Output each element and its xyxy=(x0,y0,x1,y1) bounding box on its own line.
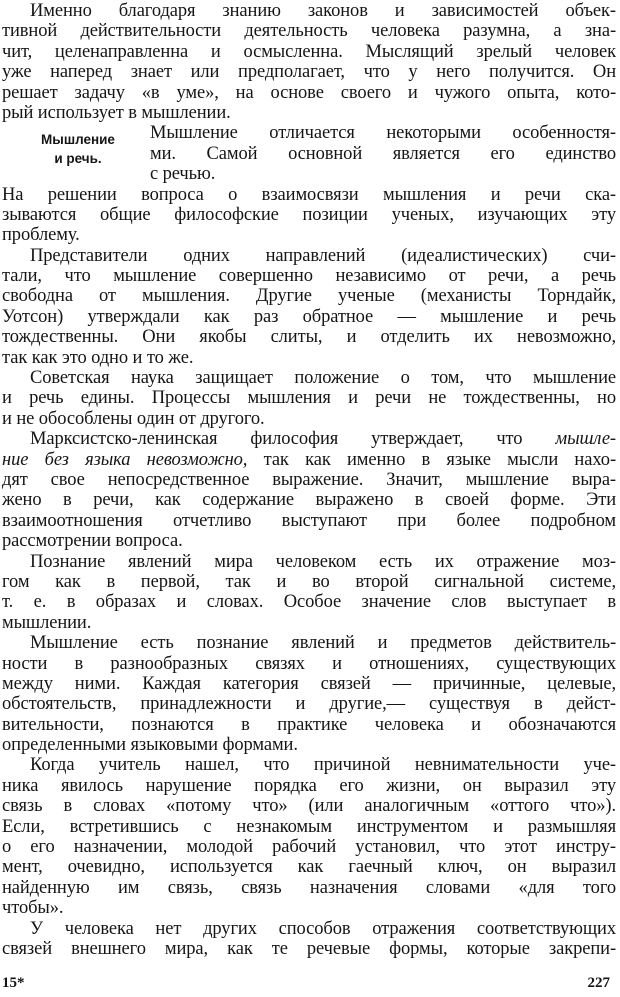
line-text: чит, целенаправленна и осмысленна. Мыслящий зрелый человек xyxy=(2,41,616,62)
line-text: связь в словах «потому что» (или аналогичным «оттого что»). xyxy=(2,796,616,817)
line-text: Уотсон) утверждали как раз обратное — мышление и речь xyxy=(2,306,616,327)
text-line xyxy=(2,694,616,714)
marginal-heading-line-2: и речь. xyxy=(54,151,102,166)
text-line xyxy=(2,490,616,510)
line-text: уже наперед знает или предполагает, что у него получится. Он xyxy=(2,62,616,83)
line-text: рассмотрении вопроса. xyxy=(2,531,183,552)
text-line xyxy=(2,42,616,62)
line-text: На решении вопроса о взаимосвязи мышления и речи ска- xyxy=(2,184,616,205)
text-line xyxy=(2,613,616,633)
line-text: Именно благодаря знанию законов и зависимостей объек- xyxy=(30,1,616,21)
text-line xyxy=(2,939,616,959)
text-line xyxy=(150,164,616,184)
line-text: ника явилось нарушение порядка его жизни, он выразил эту xyxy=(2,775,616,796)
text-line xyxy=(2,185,616,205)
line-text: тали, что мышление совершенно независимо от речи, а речь xyxy=(2,266,616,287)
text-line xyxy=(2,817,616,837)
text-line xyxy=(2,633,616,653)
line-text: проблему. xyxy=(2,225,80,246)
text-line xyxy=(2,429,616,449)
line-text: Представители одних направлений (идеалистических) счи- xyxy=(30,245,616,266)
line-text: чтобы». xyxy=(2,898,64,919)
line-text: тивной действительности деятельность человека разумна, а зна- xyxy=(2,21,616,42)
text-line xyxy=(2,715,616,735)
line-text: Познание явлений мира человеком есть их отражение моз- xyxy=(30,551,616,572)
page-number: 227 xyxy=(587,975,610,991)
text-line xyxy=(2,572,616,592)
line-text: с речью. xyxy=(150,164,216,185)
text-line xyxy=(2,735,616,755)
line-text: связей внешнего мира, как те речевые формы, которые закрепи- xyxy=(2,938,616,959)
text-line xyxy=(2,755,616,775)
text-line xyxy=(2,205,616,225)
line-text: мышлении. xyxy=(2,612,92,633)
emphasis-text: мышле- xyxy=(555,429,616,450)
line-text: свободна от мышления. Другие ученые (механисты Торндайк, xyxy=(2,286,616,307)
line-text: дят свое непосредственное выражение. Значит, мышление выра- xyxy=(2,469,616,490)
line-text: определенными языковыми формами. xyxy=(2,735,298,756)
text-line xyxy=(2,348,616,368)
text-line xyxy=(2,327,616,347)
line-text: мент, очевидно, используется как гаечный ключ, он выразил xyxy=(2,857,616,878)
line-text: решает задачу «в уме», на основе своего и чужого опыта, кото- xyxy=(2,82,616,103)
text-line xyxy=(2,796,616,816)
text-line xyxy=(2,225,616,245)
line-text: о его назначении, молодой рабочий установил, что этот инстру- xyxy=(2,837,616,858)
emphasis-text: ние без языка невозможно, xyxy=(2,449,248,470)
line-text: гом как в первой, так и во второй сигнальной системе, xyxy=(2,571,616,592)
text-line xyxy=(2,246,616,266)
line-text: Если, встретившись с незнакомым инструментом и размышляя xyxy=(2,816,616,837)
text-line xyxy=(2,62,616,82)
text-line xyxy=(2,531,616,551)
line-text: между ними. Каждая категория связей — причинные, целевые, xyxy=(2,673,616,694)
text-line xyxy=(2,286,616,306)
line-text: обстоятельств, принадлежности и другие,— существуя в дейст- xyxy=(2,694,616,715)
text-line xyxy=(2,450,616,470)
text-line xyxy=(150,123,616,143)
line-text: и не обособлены один от другого. xyxy=(2,408,265,429)
text-line xyxy=(2,878,616,898)
text-line xyxy=(2,83,616,103)
line-text: Мышление есть познание явлений и предметов действитель- xyxy=(30,633,616,654)
line-text-continued: так как именно в языке мысли нахо- xyxy=(247,449,617,470)
line-text: так как это одно и то же. xyxy=(2,347,194,368)
line-text: найденную им связь, связь назначения словами «для того xyxy=(2,877,616,898)
body-text xyxy=(2,1,616,959)
line-text: зываются общие философские позиции ученых, изучающих эту xyxy=(2,204,616,225)
line-text: Когда учитель нашел, что причиной невнимательности уче- xyxy=(30,755,616,776)
text-line xyxy=(2,674,616,694)
text-line xyxy=(2,898,616,918)
text-line xyxy=(2,307,616,327)
text-line xyxy=(2,103,616,123)
text-line xyxy=(2,837,616,857)
signature-mark: 15* xyxy=(2,975,25,991)
line-text: взаимоотношения отчетливо выступают при более подробном xyxy=(2,510,616,531)
text-line xyxy=(2,857,616,877)
text-line xyxy=(2,654,616,674)
text-line xyxy=(2,776,616,796)
text-line xyxy=(2,409,616,429)
line-text: т. е. в образах и словах. Особое значение слов выступает в xyxy=(2,592,616,613)
text-line xyxy=(2,592,616,612)
text-line xyxy=(2,21,616,41)
line-text: Марксистско-ленинская философия утверждает, что xyxy=(30,429,556,450)
text-line xyxy=(2,266,616,286)
text-line xyxy=(150,144,616,164)
line-text: рый использует в мышлении. xyxy=(2,102,231,123)
line-text: Советская наука защищает положение о том, что мышление xyxy=(30,368,616,389)
text-line xyxy=(2,388,616,408)
text-line xyxy=(2,470,616,490)
line-text: ности в разнообразных связях и отношениях, существующих xyxy=(2,653,616,674)
line-text: У человека нет других способов отражения соответствующих xyxy=(30,918,616,939)
text-line xyxy=(2,511,616,531)
line-text: Мышление отличается некоторыми особенностя- xyxy=(150,123,616,144)
text-line xyxy=(2,919,616,939)
line-text: жено в речи, как содержание выражено в своей форме. Эти xyxy=(2,490,616,511)
text-line xyxy=(2,552,616,572)
line-text: ми. Самой основной является его единство xyxy=(150,143,616,164)
line-text: тождественны. Они якобы слиты, и отделить их невозможно, xyxy=(2,327,616,348)
text-line xyxy=(2,1,616,21)
line-text: и речь едины. Процессы мышления и речи не тождественны, но xyxy=(2,388,616,409)
marginal-heading-line-1: Мышление xyxy=(41,132,115,147)
line-text: вительности, познаются в практике человека и обозначаются xyxy=(2,714,616,735)
text-line xyxy=(2,368,616,388)
